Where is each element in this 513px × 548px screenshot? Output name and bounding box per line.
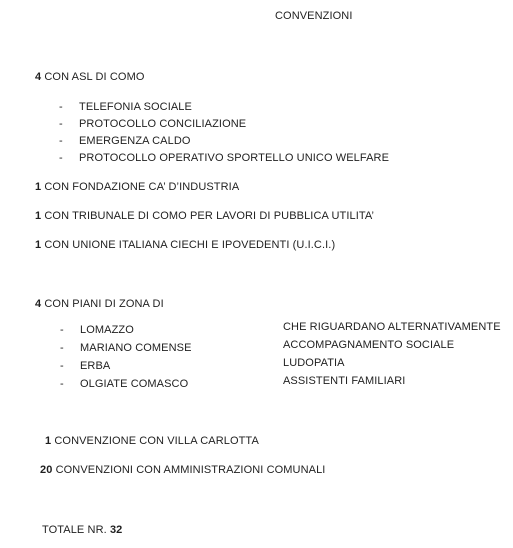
uici-text: CON UNIONE ITALIANA CIECHI E IPOVEDENTI (U.I.C.I.) [44,239,336,251]
piani-item-2: MARIANO COMENSE [80,342,192,354]
asl-bullet-3: - [59,135,63,147]
piani-note-4: ASSISTENTI FAMILIARI [283,375,406,387]
asl-text: CON ASL DI COMO [44,71,145,83]
tribunale-text: CON TRIBUNALE DI COMO PER LAVORI DI PUBBLICA UTILITA’ [44,210,375,222]
piani-item-1: LOMAZZO [80,324,134,336]
asl-bullet-2: - [59,118,63,130]
piani-heading [35,298,164,311]
piani-text: CON PIANI DI ZONA DI [44,298,164,310]
asl-bullet-1: - [59,101,63,113]
piani-bullet-4: - [60,378,64,390]
totale-value: 32 [109,524,123,536]
fondazione-line [35,181,239,194]
villa-text: CONVENZIONE CON VILLA CARLOTTA [54,435,259,447]
uici-line [35,239,335,252]
comunali-count: 20 [40,464,53,476]
tribunale-line [35,210,374,223]
totale-label: TOTALE NR. [42,524,107,536]
asl-count: 4 [35,71,42,83]
piani-note-3: LUDOPATIA [283,357,345,369]
piani-note-2: ACCOMPAGNAMENTO SOCIALE [283,339,455,351]
villa-line [45,435,259,448]
asl-item-2: PROTOCOLLO CONCILIAZIONE [79,118,247,130]
piani-item-3: ERBA [80,360,111,372]
uici-count: 1 [35,239,42,251]
piani-note-1: CHE RIGUARDANO ALTERNATIVAMENTE [283,321,501,333]
asl-item-4: PROTOCOLLO OPERATIVO SPORTELLO UNICO WELFARE [79,152,390,164]
page-title: CONVENZIONI [275,10,353,22]
asl-heading [35,71,144,84]
piani-bullet-3: - [60,360,64,372]
piani-item-4: OLGIATE COMASCO [80,378,189,390]
asl-item-1: TELEFONIA SOCIALE [79,101,192,113]
villa-count: 1 [45,435,52,447]
comunali-line [40,464,325,477]
fondazione-text: CON FONDAZIONE CA’ D’INDUSTRIA [44,181,240,193]
comunali-text: CONVENZIONI CON AMMINISTRAZIONI COMUNALI [55,464,326,476]
fondazione-count: 1 [35,181,42,193]
piani-bullet-1: - [60,324,64,336]
piani-bullet-2: - [60,342,64,354]
asl-bullet-4: - [59,152,63,164]
tribunale-count: 1 [35,210,42,222]
totale-line [42,524,122,537]
asl-item-3: EMERGENZA CALDO [79,135,191,147]
piani-count: 4 [35,298,42,310]
